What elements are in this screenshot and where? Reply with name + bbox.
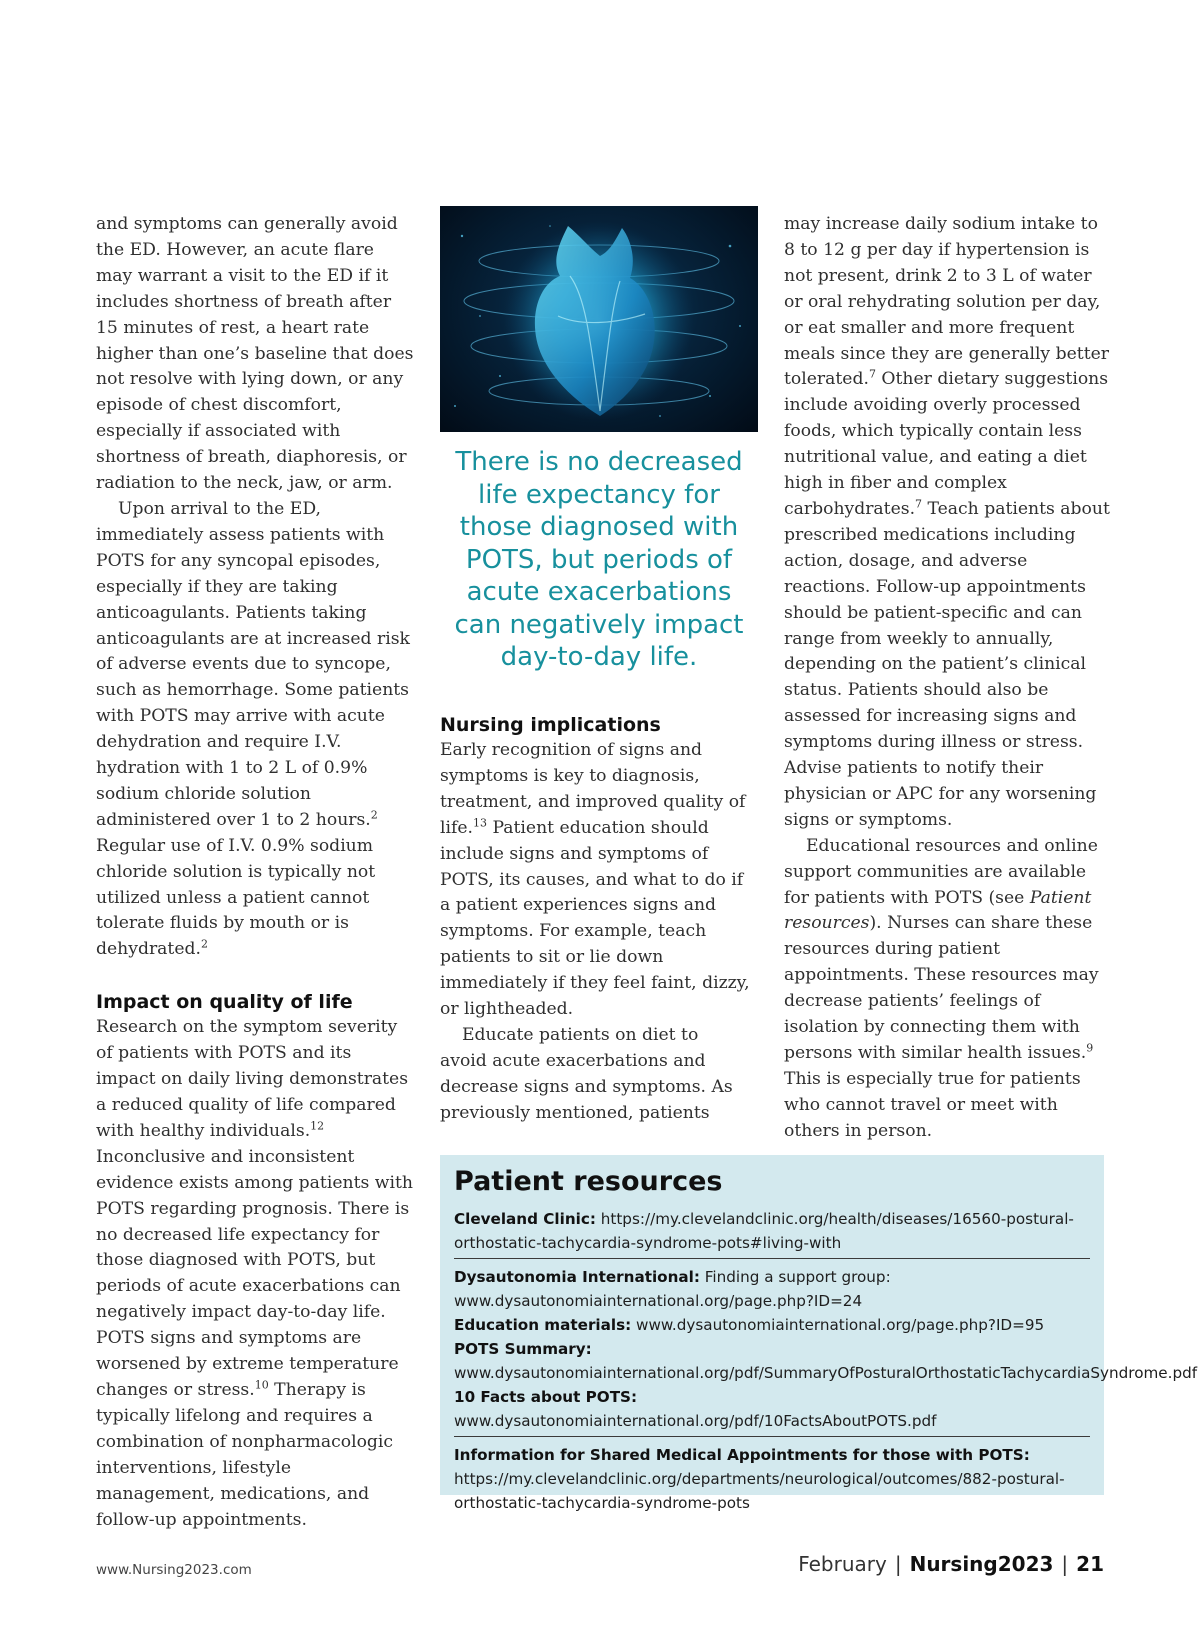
cross-reference: Patient resources [784,887,1092,934]
paragraph: Educate patients on diet to avoid acute exacerbations and decrease signs and symptoms. As previously mentioned, patients [440,1024,733,1123]
resource-label: Education materials: [454,1316,632,1334]
reference-marker: 7 [915,497,923,511]
heart-illustration [440,206,758,432]
paragraph-text: Inconclusive and inconsistent evidence exists among patients with POTS regarding prognosis. There is no decreased life expectancy for those diagnosed with POTS, but periods of acute exacerbations can negatively impact day-to-day life. POTS signs and symptoms are worsened by extreme temperature changes or stress. [96,1146,413,1400]
footer-website: www.Nursing2023.com [96,1562,252,1578]
reference-marker: 9 [1086,1041,1094,1055]
resource-label: Dysautonomia International: [454,1268,700,1286]
reference-marker: 12 [310,1119,325,1133]
paragraph [440,738,750,1023]
resource-group [454,1443,1090,1518]
resource-link[interactable]: www.dysautonomiainternational.org/pdf/10FactsAboutPOTS.pdf [454,1412,937,1430]
reference-marker: 2 [370,808,378,822]
resource-item[interactable] [454,1207,1090,1255]
resource-item[interactable] [454,1265,1090,1313]
resources-title: Patient resources [454,1166,723,1197]
paragraph-text: Teach patients about prescribed medications including action, dosage, and adverse reactions. Follow-up appointments should be patient-specific and can range from weekly to annually, depending on the patient’s clinical status. Patients should also be assessed for increasing signs and symptoms during illness or stress. Advise patients to notify their physician or APC for any worsening signs or symptoms. [784,498,1110,830]
section-heading: Nursing implications [440,714,661,736]
resource-item[interactable] [454,1313,1090,1337]
paragraph-text: Other dietary suggestions include avoiding overly processed foods, which typically contain less nutritional value, and eating a diet high in fiber and complex carbohydrates. [784,369,1109,519]
paragraph-text: Research on the symptom severity of patients with POTS and its impact on daily living demonstrates a reduced quality of life compared with healthy individuals. [96,1017,409,1141]
paragraph-text: ). Nurses can share these resources during patient appointments. These resources may decrease patients’ feelings of isolation by connecting them with persons with similar health issues. [784,913,1099,1063]
resource-link[interactable]: www.dysautonomiainternational.org/page.php?ID=95 [631,1316,1045,1334]
footer-magazine-name: Nursing2023 [909,1552,1054,1576]
footer-month: February [798,1552,887,1576]
resource-label: 10 Facts about POTS: [454,1388,638,1406]
column-middle [440,712,750,1127]
reference-marker: 2 [200,937,208,951]
resource-item[interactable] [454,1337,1198,1385]
paragraph [96,497,414,963]
paragraph [784,212,1114,834]
section-heading: Impact on quality of life [96,991,353,1014]
folio-divider: | [1061,1552,1069,1576]
paragraph [96,1015,414,1533]
patient-resources-box [440,1155,1198,1512]
resource-item[interactable] [454,1385,1090,1433]
paragraph-text: Regular use of I.V. 0.9% sodium chloride solution is typically not utilized unless a patient cannot tolerate fluids by mouth or is dehydrated. [96,835,376,960]
folio-divider: | [894,1552,902,1576]
paragraph-text: Upon arrival to the ED, immediately assess patients with POTS for any syncopal episodes, especially if they are taking anticoagulants. Patients taking anticoagulants are at increased risk of adverse events due to syncope, such as hemorrhage. Some patients with POTS may arrive with acute dehydration and require I.V. hydration with 1 to 2 L of 0.9% sodium chloride solution administered over 1 to 2 hours. [96,498,410,830]
pull-quote: There is no decreased life expectancy for those diagnosed with POTS, but periods of acute exacerbations can negatively impact day-to-day life. [454,447,744,672]
paragraph-text: may increase daily sodium intake to 8 to 12 g per day if hypertension is not present, drink 2 to 3 L of water or oral rehydrating solution per day, or eat smaller and more frequent meals since they are generally better tolerated. [784,214,1109,390]
column-right [784,212,1114,1145]
resource-link[interactable]: https://my.clevelandclinic.org/departments/neurological/outcomes/882-postural-orthostatic-tachycardia-syndrome-pots [454,1470,1065,1512]
paragraph-text: Therapy is typically lifelong and requires a combination of nonpharmacologic interventions, lifestyle management, medications, and follow-up appointments. [96,1379,394,1530]
resource-link[interactable]: www.dysautonomiainternational.org/pdf/SummaryOfPosturalOrthostaticTachycardiaSyndrome.pdf [454,1364,1198,1382]
reference-marker: 10 [254,1378,269,1392]
resource-label: POTS Summary: [454,1340,592,1358]
resource-label: Cleveland Clinic: [454,1210,596,1228]
resource-item[interactable] [454,1443,1090,1467]
reference-marker: 7 [868,367,876,381]
footer-folio [798,1552,1104,1576]
paragraph-text: This is especially true for patients who cannot travel or meet with others in person. [784,1068,1081,1141]
resource-group [454,1265,1198,1437]
paragraph [784,834,1114,1145]
reference-marker: 13 [473,815,487,829]
paragraph: and symptoms can generally avoid the ED. However, an acute flare may warrant a visit to the ED if it includes shortness of breath after 15 minutes of rest, a heart rate higher than one’s baseline that does not resolve with lying down, or any episode of chest discomfort, especially if associated with shortness of breath, diaphoresis, or radiation to the neck, jaw, or arm. [96,214,414,494]
column-left [96,212,414,1533]
paragraph-text: Patient education should include signs and symptoms of POTS, its causes, and what to do if a patient experiences signs and symptoms. For example, teach patients to sit or lie down immediately if they feel faint, dizzy, or lightheaded. [440,817,750,1020]
heart-hologram-icon [440,206,758,432]
resource-link[interactable]: Finding a support group: www.dysautonomiainternational.org/page.php?ID=24 [454,1268,891,1310]
paragraph-text: Educational resources and online support communities are available for patients with POTS (see [784,835,1098,908]
footer-page-number: 21 [1076,1552,1104,1576]
resource-label: Information for Shared Medical Appointments for those with POTS: [454,1446,1030,1464]
paragraph-text: Early recognition of signs and symptoms is key to diagnosis, treatment, and improved quality of life. [440,740,746,838]
resource-group [454,1207,1090,1259]
resource-link[interactable]: https://my.clevelandclinic.org/health/diseases/16560-postural-orthostatic-tachycardia-syndrome-pots#living-with [454,1210,1074,1252]
